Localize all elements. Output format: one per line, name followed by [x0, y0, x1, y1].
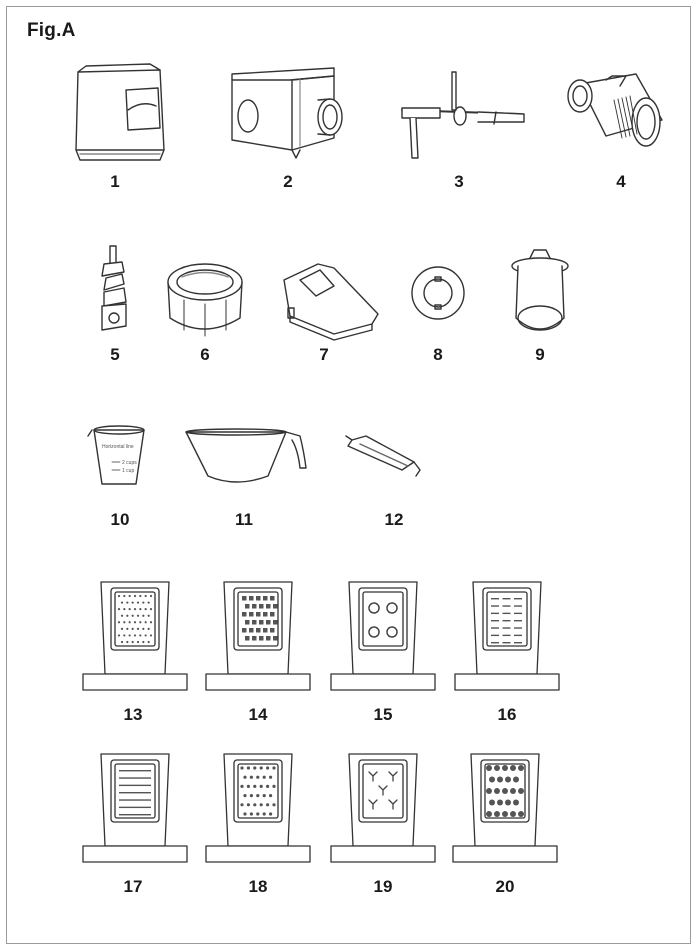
figure-title: Fig.A	[27, 20, 76, 41]
strainer-drum-icon	[568, 74, 662, 146]
part-number-15: 15	[373, 705, 393, 724]
y-blade-grater-icon	[331, 754, 435, 862]
part-number-3: 3	[454, 172, 464, 191]
lid-cover-icon	[284, 264, 378, 340]
part-number-18: 18	[248, 877, 268, 896]
cleaning-brush-icon	[346, 436, 420, 476]
part-number-20: 20	[495, 877, 515, 896]
part-number-7: 7	[319, 345, 329, 364]
feeding-chute-housing-icon	[232, 68, 342, 158]
part-number-11: 11	[235, 510, 253, 529]
part-number-16: 16	[497, 705, 517, 724]
part-number-1: 1	[110, 172, 120, 191]
star-hole-grater-icon	[331, 582, 435, 690]
part-number-6: 6	[200, 345, 210, 364]
part-number-19: 19	[373, 877, 393, 896]
silicone-ring-icon	[412, 267, 464, 319]
juicer-base-icon	[76, 64, 164, 160]
juice-jug-icon	[186, 429, 306, 482]
part-number-10: 10	[110, 510, 130, 529]
part-number-14: 14	[248, 705, 268, 724]
cap-nut-icon	[168, 264, 242, 336]
cup-top-label: Horizontal line	[102, 444, 134, 450]
part-number-13: 13	[123, 705, 143, 724]
part-number-5: 5	[110, 345, 120, 364]
part-number-8: 8	[433, 345, 443, 364]
part-number-2: 2	[283, 172, 293, 191]
rotating-brush-icon	[402, 72, 524, 158]
cup-mark-upper: 2 cups	[122, 460, 137, 466]
part-number-9: 9	[535, 345, 545, 364]
part-number-12: 12	[384, 510, 404, 529]
part-number-17: 17	[123, 877, 143, 896]
cup-mark-lower: 1 cup	[122, 468, 135, 474]
auger-screw-icon	[102, 246, 126, 330]
part-number-4: 4	[616, 172, 626, 191]
medium-hole-grater-icon	[206, 754, 310, 862]
pusher-cup-icon	[512, 250, 568, 330]
measuring-cup-icon	[88, 426, 144, 484]
